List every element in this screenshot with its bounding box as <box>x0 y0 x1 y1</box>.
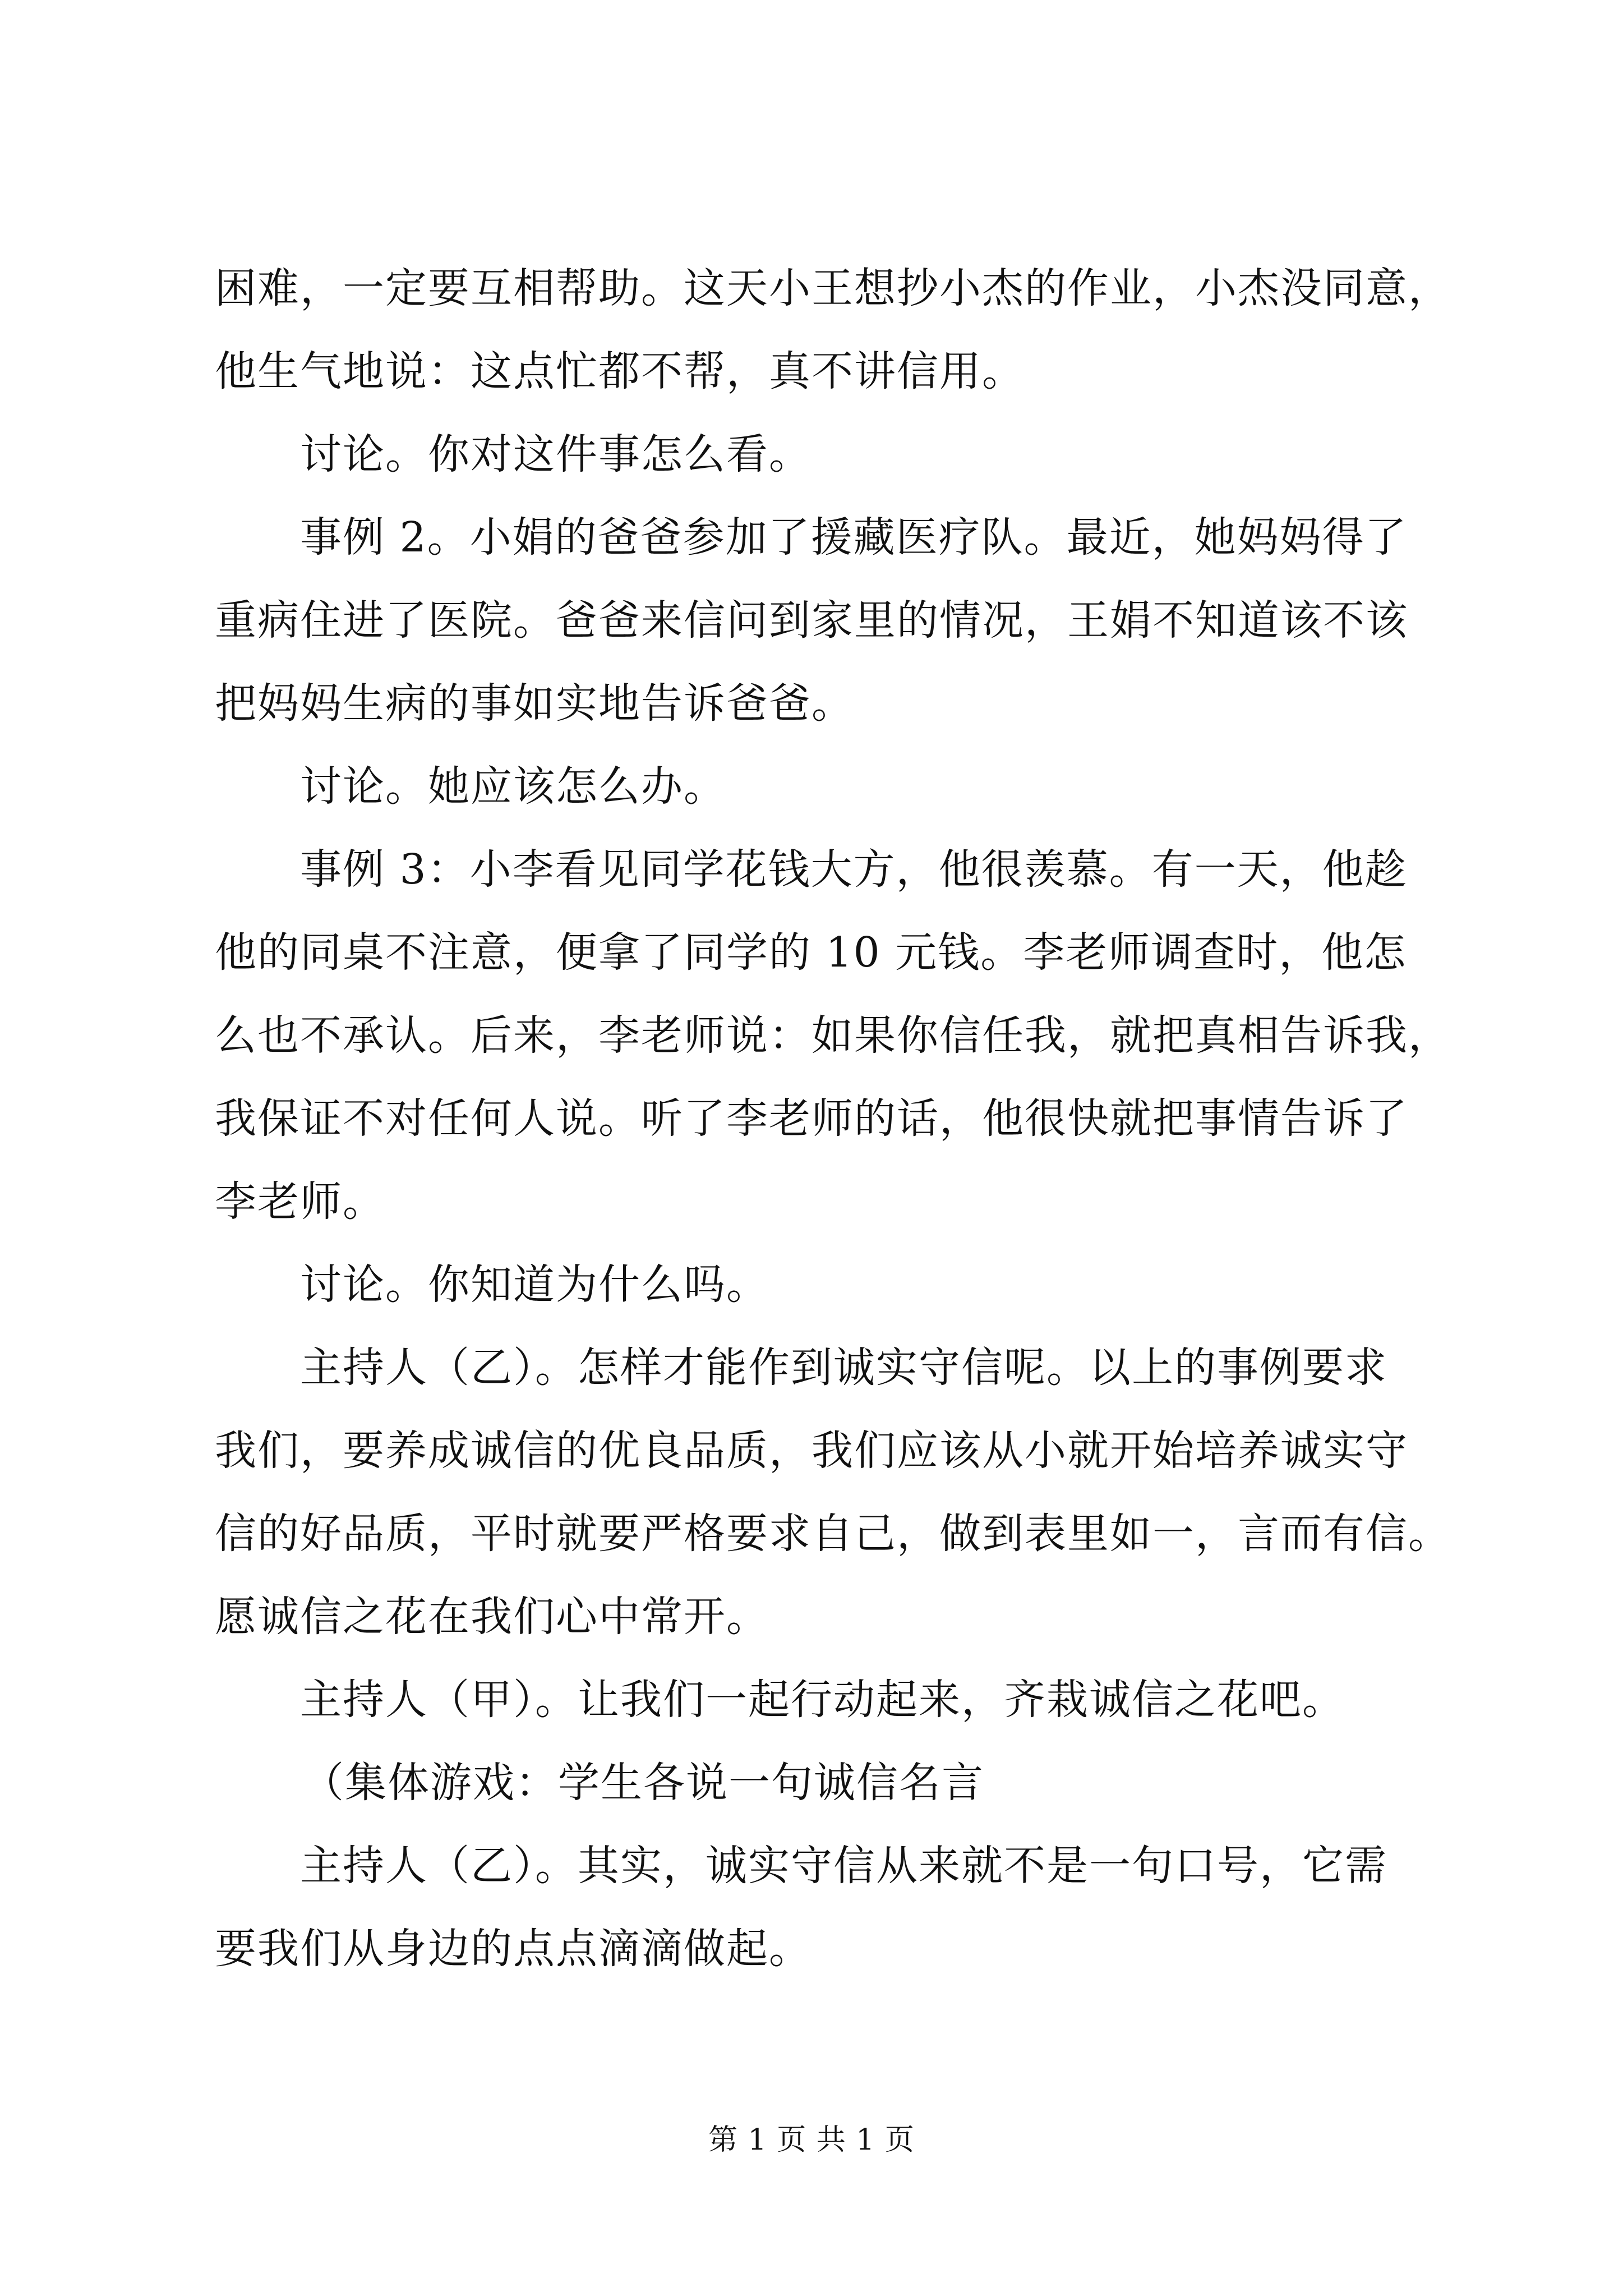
paragraph-line: 讨论。你知道为什么吗。 <box>300 1260 769 1309</box>
paragraph-line: 把妈妈生病的事如实地告诉爸爸。 <box>215 679 854 728</box>
page-footer: 第 1 页 共 1 页 <box>708 2123 915 2157</box>
paragraph-line: 我们，要养成诚信的优良品质，我们应该从小就开始培养诚实守 <box>215 1427 1408 1475</box>
paragraph-line: 事例 2。小娟的爸爸参加了援藏医疗队。最近，她妈妈得了 <box>300 513 1408 562</box>
paragraph-line: 困难，一定要互相帮助。这天小王想抄小杰的作业，小杰没同意， <box>215 264 1451 312</box>
paragraph-line: 事例 3：小李看见同学花钱大方，他很羡慕。有一天，他趁 <box>300 845 1408 894</box>
paragraph-line: 么也不承认。后来，李老师说：如果你信任我，就把真相告诉我， <box>215 1011 1451 1060</box>
paragraph-line: 重病住进了医院。爸爸来信问到家里的情况，王娟不知道该不该 <box>215 596 1408 645</box>
paragraph-line: 他生气地说：这点忙都不帮，真不讲信用。 <box>215 347 1025 395</box>
paragraph-line: 要我们从身边的点点滴滴做起。 <box>215 1925 811 1973</box>
paragraph-line: 讨论。她应该怎么办。 <box>300 762 726 811</box>
paragraph-line: 主持人（甲）。让我们一起行动起来，齐栽诚信之花吧。 <box>300 1676 1345 1724</box>
paragraph-line: （集体游戏：学生各说一句诚信名言 <box>302 1759 984 1807</box>
paragraph-line: 主持人（乙）。怎样才能作到诚实守信呢。以上的事例要求 <box>300 1343 1387 1392</box>
paragraph-line: 李老师。 <box>215 1177 385 1226</box>
paragraph-line: 信的好品质，平时就要严格要求自己，做到表里如一，言而有信。 <box>215 1510 1451 1558</box>
paragraph-line: 我保证不对任何人说。听了李老师的话，他很快就把事情告诉了 <box>215 1094 1408 1143</box>
paragraph-line: 讨论。你对这件事怎么看。 <box>300 430 811 478</box>
paragraph-line: 愿诚信之花在我们心中常开。 <box>215 1593 769 1641</box>
paragraph-line: 主持人（乙）。其实，诚实守信从来就不是一句口号，它需 <box>300 1842 1387 1890</box>
paragraph-line: 他的同桌不注意，便拿了同学的 10 元钱。李老师调查时，他怎 <box>215 928 1407 977</box>
